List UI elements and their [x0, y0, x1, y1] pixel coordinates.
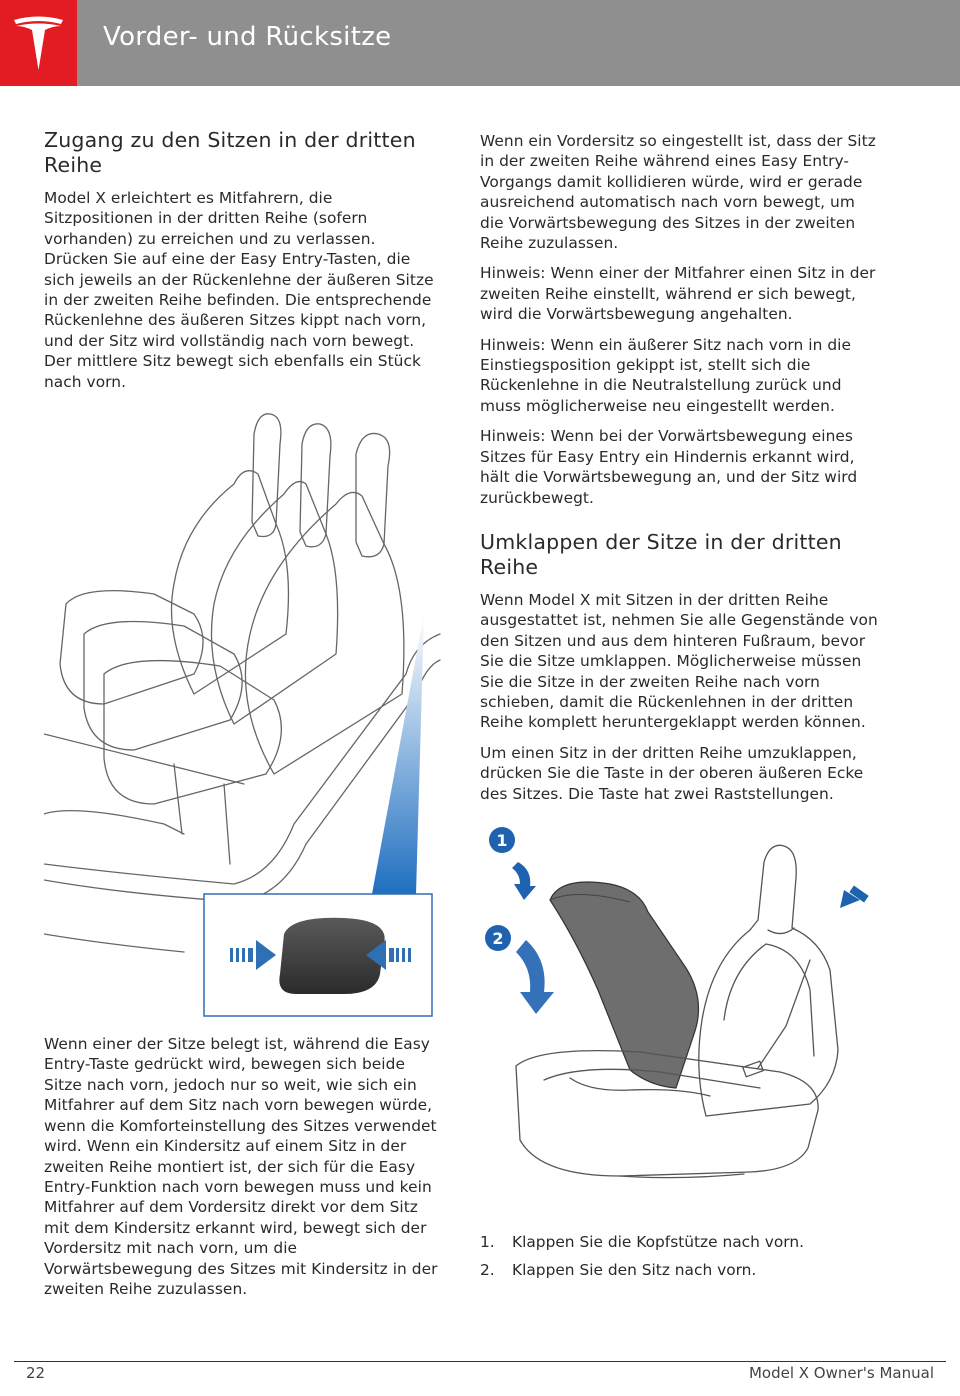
intro-paragraph: Model X erleichtert es Mitfahrern, die Sitzpositionen in der dritten Reihe (sofern vorhanden) zu erreichen und zu verlassen. Drücken Sie auf eine der Easy Entry-Tasten, die sich jeweils an der Rückenlehne der äußeren Sitze in der zweiten Reihe befinden. Die entsprechende Rückenlehne des äußeren Sitzes kippt nach vorn, und der Sitz wird vollständig nach vorn bewegt. Der mittlere Sitz bewegt sich ebenfalls ein Stück nach vorn. — [44, 189, 434, 391]
note-neutral: Hinweis: Wenn ein äußerer Sitz nach vorn in die Einstiegsposition gekippt ist, stellt sich die Rückenlehne in die Neutralstellung zurück und muss möglicherweise neu eingestellt werden. — [480, 335, 851, 415]
header-bar — [0, 0, 960, 86]
list-item — [480, 1232, 880, 1252]
third-row-fold-figure — [480, 820, 880, 1220]
right-column — [480, 131, 880, 1289]
footer-divider — [14, 1361, 946, 1362]
logo-box — [0, 0, 77, 86]
fold-steps-list — [480, 1232, 880, 1281]
front-seat-paragraph: Wenn ein Vordersitz so eingestellt ist, dass der Sitz in der zweiten Reihe während eines Easy Entry-Vorgangs damit kollidieren würde, wird er gerade ausreichend automatisch nach vorn bewegt, um die Vorwärtsbewegung des Sitzes in der zweiten Reihe zuzulassen. — [480, 132, 876, 253]
section-heading-access: Zugang zu den Sitzen in der dritten Reihe — [44, 128, 416, 177]
button-paragraph: Um einen Sitz in der dritten Reihe umzuklappen, drücken Sie die Taste in der oberen äußeren Ecke des Sitzes. Die Taste hat zwei Raststellungen. — [480, 743, 864, 803]
easy-entry-seat-figure — [44, 404, 442, 1024]
pointer-beam — [372, 614, 424, 894]
page-number: 22 — [26, 1364, 46, 1382]
body-paragraph: Wenn einer der Sitze belegt ist, während die Easy Entry-Taste gedrückt wird, bewegen sich beide Sitze nach vorn, jedoch nur so weit, wie sich ein Mitfahrer auf dem Sitz nach vorn bewegen würde, wenn die Komforteinstellung des Sitzes verwendet wird. Wenn ein Kindersitz auf einem Sitz in der zweiten Reihe montiert ist, der sich für die Easy Entry-Funktion nach vorn bewegen muss und kein Mitfahrer auf dem Vordersitz direkt vor dem Sitz mit dem Kindersitz erkannt wird, bewegt sich der Vordersitz mit nach vorn, um die Vorwärtsbewegung des Sitzes mit Kindersitz in der zweiten Reihe zuzulassen. — [44, 1035, 438, 1298]
tesla-logo-icon — [11, 14, 66, 72]
note-adjust: Hinweis: Wenn einer der Mitfahrer einen Sitz in der zweiten Reihe einstellt, während er sich bewegt, wird die Vorwärtsbewegung angehalten. — [480, 264, 876, 324]
step-number: 1. — [480, 1232, 495, 1251]
svg-text:2: 2 — [492, 928, 504, 948]
page-section-title: Vorder- und Rücksitze — [103, 22, 392, 52]
svg-text:1: 1 — [496, 830, 508, 850]
list-item — [480, 1260, 880, 1280]
manual-title: Model X Owner's Manual — [748, 1364, 934, 1382]
section-heading-fold: Umklappen der Sitze in der dritten Reihe — [480, 529, 842, 579]
third-row-seat-illustration — [480, 820, 880, 1220]
step-number: 2. — [480, 1261, 495, 1280]
note-obstacle: Hinweis: Wenn bei der Vorwärtsbewegung eines Sitzes für Easy Entry ein Hindernis erkannt wird, hält die Vorwärtsbewegung an, und der Sitz wird zurückbewegt. — [480, 427, 858, 507]
second-row-seats-illustration — [44, 404, 442, 1024]
fold-paragraph: Wenn Model X mit Sitzen in der dritten Reihe ausgestattet ist, nehmen Sie alle Gegenstände von den Sitzen und aus dem hinteren Fußraum, bevor Sie die Sitze umklappen. Möglicherweise müssen Sie die Sitze in der zweiten Reihe nach vorn schieben, damit die Rückenlehnen in der dritten Reihe komplett heruntergeklappt werden können. — [480, 590, 878, 732]
step-text: Klappen Sie die Kopfstütze nach vorn. — [512, 1232, 805, 1251]
left-column — [44, 128, 442, 1309]
step-text: Klappen Sie den Sitz nach vorn. — [512, 1261, 757, 1280]
